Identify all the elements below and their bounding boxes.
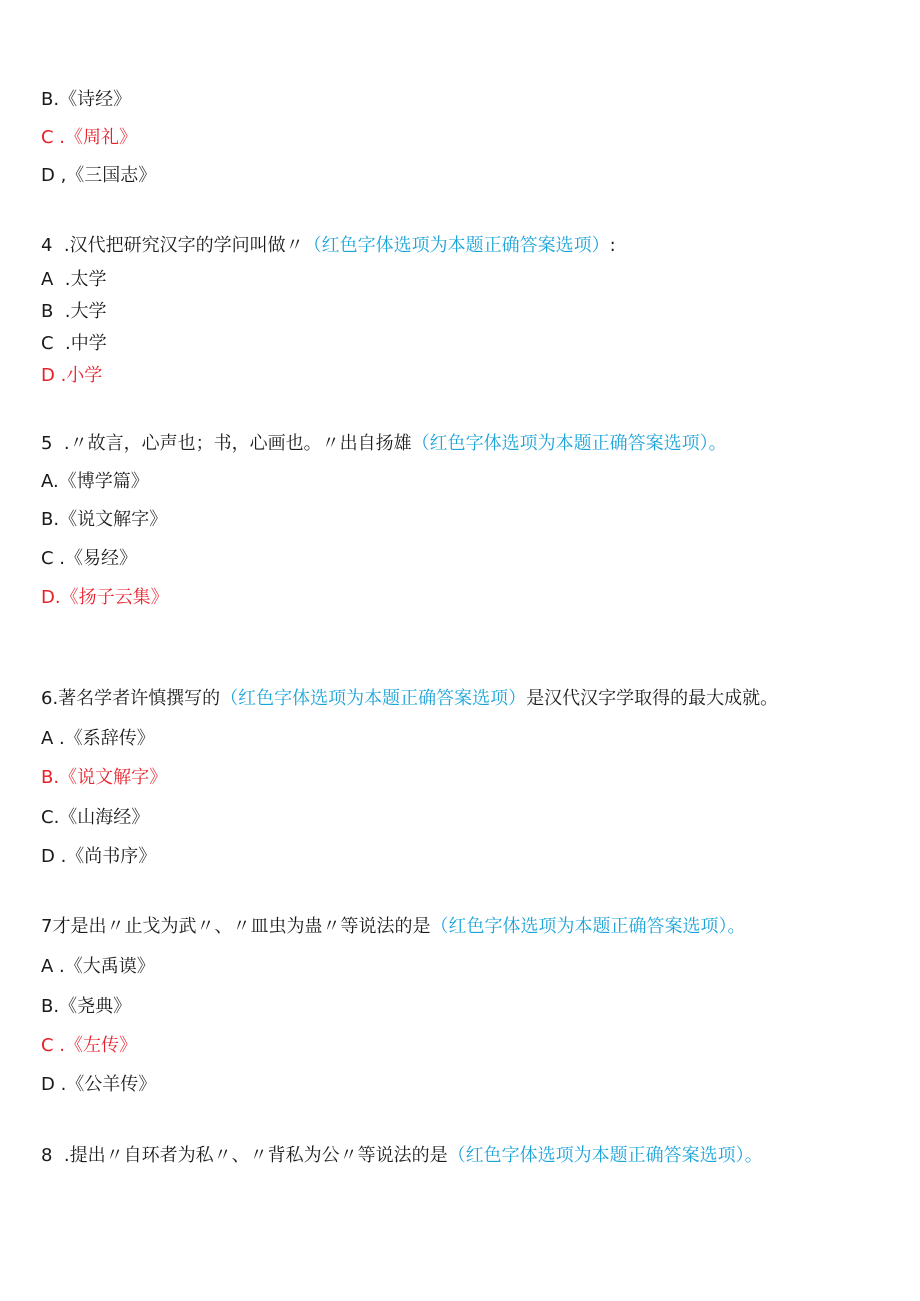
q7-option-a: A .《大禹谟》: [41, 956, 155, 977]
q7-option-b: B.《尧典》: [41, 996, 132, 1017]
q6-option-a: A .《系辞传》: [41, 728, 155, 749]
q7-stem: 7才是出〃止戈为武〃、〃皿虫为蛊〃等说法的是: [41, 916, 431, 937]
q6-stem: 6.著名学者许慎撰写的: [41, 688, 221, 709]
q3-option-b: B.《诗经》: [41, 89, 132, 110]
q7-hint: （红色字体选项为本题正确答案选项）。: [430, 916, 746, 937]
q4-option-d-answer: D .小学: [41, 365, 103, 386]
q4-hint: （红色字体选项为本题正确答案选项）: [303, 235, 610, 256]
q5-hint: （红色字体选项为本题正确答案选项）。: [411, 433, 727, 454]
q4-stem: 4 .汉代把研究汉字的学问叫做〃: [41, 235, 304, 256]
q3-option-d: D ,《三国志》: [41, 165, 157, 186]
q3-option-c-answer: C .《周礼》: [41, 127, 138, 148]
q8-stem: 8 .提出〃自环者为私〃、〃背私为公〃等说法的是: [41, 1145, 448, 1166]
q4-option-c: C .中学: [41, 333, 107, 354]
q6-option-b-answer: B.《说文解字》: [41, 767, 168, 788]
q4-stem-end: :: [609, 235, 616, 256]
q7-option-c-answer: C .《左传》: [41, 1035, 138, 1056]
q7-option-d: D .《公羊传》: [41, 1074, 157, 1095]
q5-stem: 5 .〃故言，心声也；书，心画也。〃出自扬雄: [41, 433, 412, 454]
q6-option-c: C.《山海经》: [41, 807, 150, 828]
q4-question: [41, 234, 616, 258]
q8-question: [41, 1144, 763, 1168]
q5-option-d-answer: D.《扬子云集》: [41, 587, 169, 608]
q8-hint: （红色字体选项为本题正确答案选项）。: [447, 1145, 763, 1166]
q7-question: [41, 915, 745, 939]
q5-option-b: B.《说文解字》: [41, 509, 168, 530]
q5-question: [41, 432, 727, 456]
q4-option-a: A .太学: [41, 269, 107, 290]
q6-stem-end: 是汉代汉字学取得的最大成就。: [526, 688, 779, 709]
q6-question: [41, 687, 778, 711]
q6-option-d: D .《尚书序》: [41, 846, 157, 867]
q5-option-a: A.《博学篇》: [41, 471, 149, 492]
q4-option-b: B .大学: [41, 301, 107, 322]
q6-hint: （红色字体选项为本题正确答案选项）: [220, 688, 527, 709]
q5-option-c: C .《易经》: [41, 548, 138, 569]
